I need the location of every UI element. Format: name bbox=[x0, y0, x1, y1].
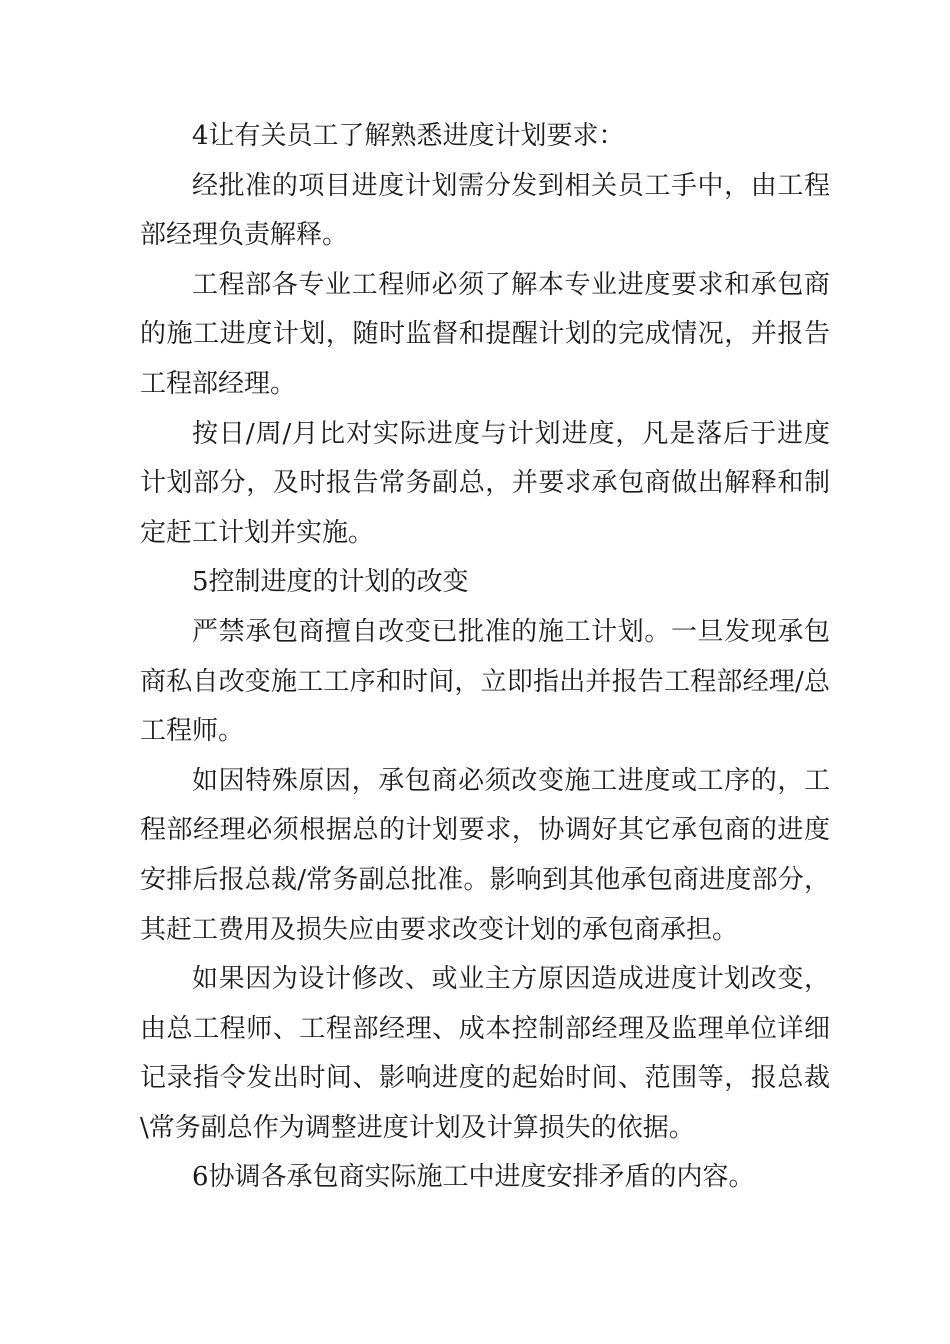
paragraph: 工程部各专业工程师必须了解本专业进度要求和承包商的施工进度计划，随时监督和提醒计划的完成情况，并报告工程部经理。 bbox=[140, 269, 830, 399]
document-body bbox=[140, 112, 830, 1203]
paragraph: 按日/周/月比对实际进度与计划进度，凡是落后于进度计划部分，及时报告常务副总，并要求承包商做出解释和制定赶工计划并实施。 bbox=[140, 418, 830, 548]
paragraph: 严禁承包商擅自改变已批准的施工计划。一旦发现承包商私自改变施工工序和时间，立即指出并报告工程部经理/总工程师。 bbox=[140, 616, 830, 747]
section-heading-4: 4让有关员工了解熟悉进度计划要求： bbox=[192, 121, 625, 151]
paragraph: 如果因为设计修改、或业主方原因造成进度计划改变，由总工程师、工程部经理、成本控制部经理及监理单位详细记录指令发出时间、影响进度的起始时间、范围等，报总裁\常务副总作为调整进度计划及计算损失的依据。 bbox=[140, 964, 830, 1143]
section-heading-6: 6协调各承包商实际施工中进度安排矛盾的内容。 bbox=[192, 1162, 755, 1193]
paragraph: 经批准的项目进度计划需分发到相关员工手中，由工程部经理负责解释。 bbox=[140, 170, 830, 251]
paragraph: 如因特殊原因，承包商必须改变施工进度或工序的，工程部经理必须根据总的计划要求，协调好其它承包商的进度安排后报总裁/常务副总批准。影响到其他承包商进度部分，其赶工费用及损失应由要求改变计划的承包商承担。 bbox=[140, 765, 830, 945]
section-heading-5: 5控制进度的计划的改变 bbox=[192, 567, 469, 598]
